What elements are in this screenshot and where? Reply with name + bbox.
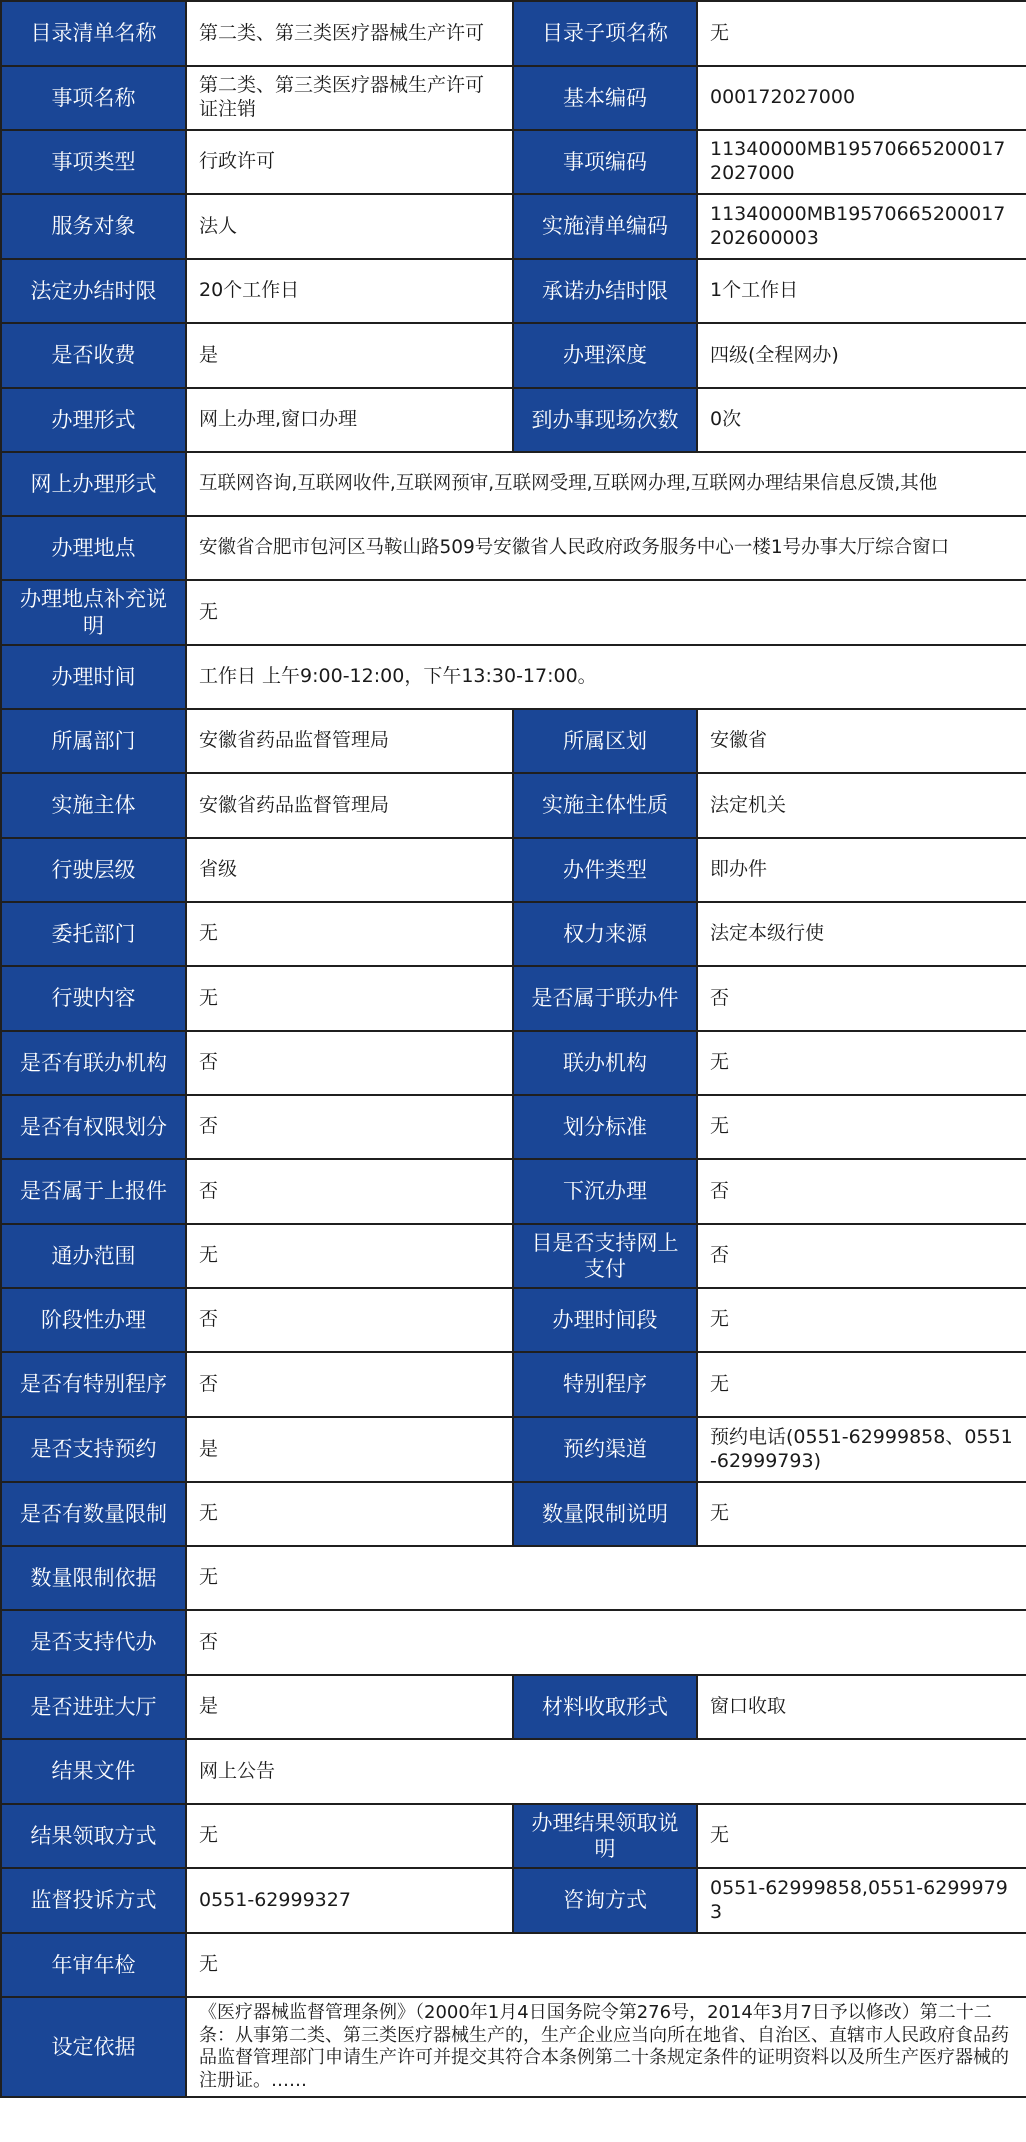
table-row: [1, 1417, 1026, 1482]
field-value: 省级: [186, 838, 513, 902]
field-label: 下沉办理: [513, 1159, 697, 1224]
field-value: 无: [186, 580, 1026, 645]
field-value: 四级(全程网办): [697, 323, 1026, 388]
field-label: 通办范围: [1, 1224, 186, 1288]
field-label: 网上办理形式: [1, 452, 186, 516]
field-value: 否: [186, 1031, 513, 1095]
table-row: [1, 1675, 1026, 1739]
field-label: 办理地点: [1, 516, 186, 580]
field-value: 第二类、第三类医疗器械生产许可: [186, 1, 513, 66]
field-label: 预约渠道: [513, 1417, 697, 1482]
field-value: 无: [186, 1804, 513, 1868]
field-value: 法定本级行使: [697, 902, 1026, 966]
table-row: [1, 1997, 1026, 2097]
field-value: 0551-62999858,0551-62999793: [697, 1868, 1026, 1933]
field-value: 法人: [186, 194, 513, 259]
field-value: 安徽省药品监督管理局: [186, 773, 513, 838]
field-label: 承诺办结时限: [513, 259, 697, 323]
field-label: 实施主体: [1, 773, 186, 838]
field-value: 000172027000: [697, 66, 1026, 130]
table-row: [1, 1933, 1026, 1997]
field-value: 法定机关: [697, 773, 1026, 838]
field-label: 目录清单名称: [1, 1, 186, 66]
field-value: 网上办理,窗口办理: [186, 388, 513, 452]
field-value: 否: [186, 1610, 1026, 1675]
field-value: 0551-62999327: [186, 1868, 513, 1933]
field-value: 无: [697, 1031, 1026, 1095]
field-label: 是否有数量限制: [1, 1482, 186, 1546]
field-label: 咨询方式: [513, 1868, 697, 1933]
field-label: 实施清单编码: [513, 194, 697, 259]
field-label: 是否属于联办件: [513, 966, 697, 1031]
field-label: 结果文件: [1, 1739, 186, 1804]
field-label: 是否支持代办: [1, 1610, 186, 1675]
field-label: 是否进驻大厅: [1, 1675, 186, 1739]
field-label: 是否支持预约: [1, 1417, 186, 1482]
field-label: 特别程序: [513, 1352, 697, 1417]
table-row: [1, 1546, 1026, 1610]
field-label: 是否有特别程序: [1, 1352, 186, 1417]
field-value: 《医疗器械监督管理条例》（2000年1月4日国务院令第276号，2014年3月7日予以修改）第二十二条：从事第二类、第三类医疗器械生产的，生产企业应当向所在地省、自治区、直辖市人民政府食品药品监督管理部门申请生产许可并提交其符合本条例第二十条规定条件的证明资料以及所生产医疗器械的注册证。……: [186, 1997, 1026, 2097]
table-row: [1, 1482, 1026, 1546]
field-value: 预约电话(0551-62999858、0551-62999793): [697, 1417, 1026, 1482]
table-row: [1, 966, 1026, 1031]
field-value: 无: [186, 1482, 513, 1546]
field-label: 监督投诉方式: [1, 1868, 186, 1933]
field-value: 无: [697, 1352, 1026, 1417]
field-value: 行政许可: [186, 130, 513, 194]
field-value: 否: [697, 1159, 1026, 1224]
table-row: [1, 902, 1026, 966]
table-row: [1, 773, 1026, 838]
field-value: 否: [186, 1288, 513, 1352]
field-value: 网上公告: [186, 1739, 1026, 1804]
table-row: [1, 1352, 1026, 1417]
field-value: 是: [186, 1417, 513, 1482]
table-row: [1, 580, 1026, 645]
field-label: 行驶层级: [1, 838, 186, 902]
field-label: 是否收费: [1, 323, 186, 388]
field-label: 权力来源: [513, 902, 697, 966]
field-value: 无: [186, 1546, 1026, 1610]
field-value: 20个工作日: [186, 259, 513, 323]
field-value: 0次: [697, 388, 1026, 452]
field-value: 是: [186, 1675, 513, 1739]
table-row: [1, 1095, 1026, 1159]
field-label: 实施主体性质: [513, 773, 697, 838]
field-label: 基本编码: [513, 66, 697, 130]
field-value: 工作日 上午9:00-12:00，下午13:30-17:00。: [186, 645, 1026, 709]
field-label: 所属部门: [1, 709, 186, 773]
field-value: 第二类、第三类医疗器械生产许可证注销: [186, 66, 513, 130]
field-value: 即办件: [697, 838, 1026, 902]
field-value: 无: [186, 902, 513, 966]
field-value: 窗口收取: [697, 1675, 1026, 1739]
field-value: 否: [697, 966, 1026, 1031]
field-label: 办理时间: [1, 645, 186, 709]
field-label: 到办事现场次数: [513, 388, 697, 452]
table-row: [1, 66, 1026, 130]
field-value: 是: [186, 323, 513, 388]
field-value: 安徽省: [697, 709, 1026, 773]
table-row: [1, 1804, 1026, 1868]
field-value: 11340000MB195706652000172027000: [697, 130, 1026, 194]
field-label: 目是否支持网上支付: [513, 1224, 697, 1288]
table-row: [1, 323, 1026, 388]
field-label: 办理形式: [1, 388, 186, 452]
field-label: 事项类型: [1, 130, 186, 194]
field-value: 无: [697, 1288, 1026, 1352]
field-value: 11340000MB19570665200017202600003: [697, 194, 1026, 259]
item-info-table-body: [1, 1, 1026, 2097]
table-row: [1, 259, 1026, 323]
field-value: 无: [697, 1, 1026, 66]
field-value: 否: [186, 1159, 513, 1224]
table-row: [1, 645, 1026, 709]
field-label: 办理深度: [513, 323, 697, 388]
table-row: [1, 1, 1026, 66]
field-label: 联办机构: [513, 1031, 697, 1095]
field-label: 结果领取方式: [1, 1804, 186, 1868]
table-row: [1, 194, 1026, 259]
field-value: 1个工作日: [697, 259, 1026, 323]
field-label: 行驶内容: [1, 966, 186, 1031]
field-label: 服务对象: [1, 194, 186, 259]
field-value: 无: [186, 1933, 1026, 1997]
field-value: 无: [697, 1095, 1026, 1159]
field-value: 否: [186, 1352, 513, 1417]
table-row: [1, 1610, 1026, 1675]
field-label: 办理时间段: [513, 1288, 697, 1352]
table-row: [1, 1868, 1026, 1933]
field-label: 所属区划: [513, 709, 697, 773]
field-label: 办理地点补充说明: [1, 580, 186, 645]
field-value: 否: [697, 1224, 1026, 1288]
field-label: 办理结果领取说明: [513, 1804, 697, 1868]
field-label: 办件类型: [513, 838, 697, 902]
table-row: [1, 709, 1026, 773]
field-value: 无: [186, 1224, 513, 1288]
table-row: [1, 1159, 1026, 1224]
field-value: 安徽省合肥市包河区马鞍山路509号安徽省人民政府政务服务中心一楼1号办事大厅综合窗口: [186, 516, 1026, 580]
table-row: [1, 1739, 1026, 1804]
table-row: [1, 1031, 1026, 1095]
table-row: [1, 516, 1026, 580]
table-row: [1, 1224, 1026, 1288]
field-label: 法定办结时限: [1, 259, 186, 323]
field-value: 否: [186, 1095, 513, 1159]
field-label: 数量限制依据: [1, 1546, 186, 1610]
table-row: [1, 388, 1026, 452]
field-value: 无: [697, 1482, 1026, 1546]
field-label: 划分标准: [513, 1095, 697, 1159]
field-label: 委托部门: [1, 902, 186, 966]
field-value: 安徽省药品监督管理局: [186, 709, 513, 773]
field-label: 事项编码: [513, 130, 697, 194]
field-label: 是否有联办机构: [1, 1031, 186, 1095]
field-label: 年审年检: [1, 1933, 186, 1997]
field-label: 是否有权限划分: [1, 1095, 186, 1159]
table-row: [1, 1288, 1026, 1352]
field-label: 目录子项名称: [513, 1, 697, 66]
field-label: 设定依据: [1, 1997, 186, 2097]
table-row: [1, 452, 1026, 516]
table-row: [1, 838, 1026, 902]
field-value: 无: [697, 1804, 1026, 1868]
field-label: 材料收取形式: [513, 1675, 697, 1739]
table-row: [1, 130, 1026, 194]
field-label: 阶段性办理: [1, 1288, 186, 1352]
field-value: 无: [186, 966, 513, 1031]
field-label: 事项名称: [1, 66, 186, 130]
field-label: 数量限制说明: [513, 1482, 697, 1546]
field-value: 互联网咨询,互联网收件,互联网预审,互联网受理,互联网办理,互联网办理结果信息反馈,其他: [186, 452, 1026, 516]
field-label: 是否属于上报件: [1, 1159, 186, 1224]
